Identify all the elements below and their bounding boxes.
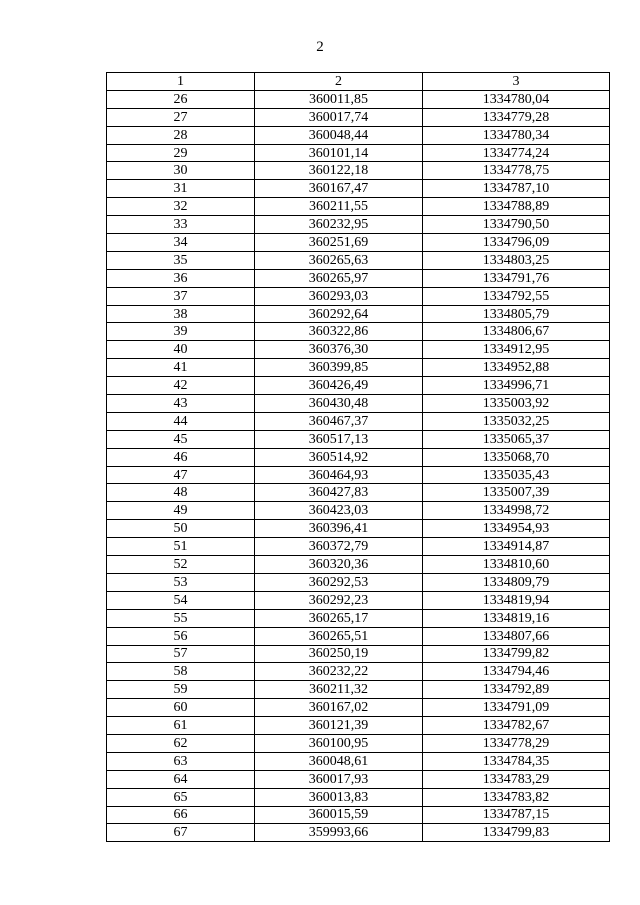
table-row: [107, 699, 610, 717]
table-header: [107, 73, 610, 91]
table-row: [107, 627, 610, 645]
x-coordinate-cell: 359993,66: [255, 824, 423, 842]
table-row: [107, 180, 610, 198]
point-number-cell: 40: [107, 341, 255, 359]
point-number-cell: 33: [107, 216, 255, 234]
x-coordinate-cell: 360320,36: [255, 556, 423, 574]
x-coordinate-cell: 360265,97: [255, 269, 423, 287]
point-number-cell: 34: [107, 234, 255, 252]
table-row: [107, 770, 610, 788]
x-coordinate-cell: 360167,47: [255, 180, 423, 198]
table-row: [107, 305, 610, 323]
point-number-cell: 55: [107, 609, 255, 627]
table-row: [107, 90, 610, 108]
x-coordinate-cell: 360211,55: [255, 198, 423, 216]
header-col-2: 2: [255, 73, 423, 91]
y-coordinate-cell: 1334819,94: [423, 591, 610, 609]
table-row: [107, 466, 610, 484]
x-coordinate-cell: 360293,03: [255, 287, 423, 305]
table-row: [107, 126, 610, 144]
x-coordinate-cell: 360015,59: [255, 806, 423, 824]
table-row: [107, 412, 610, 430]
point-number-cell: 66: [107, 806, 255, 824]
x-coordinate-cell: 360167,02: [255, 699, 423, 717]
point-number-cell: 29: [107, 144, 255, 162]
x-coordinate-cell: 360265,63: [255, 251, 423, 269]
y-coordinate-cell: 1334791,76: [423, 269, 610, 287]
table-row: [107, 234, 610, 252]
y-coordinate-cell: 1334807,66: [423, 627, 610, 645]
point-number-cell: 61: [107, 717, 255, 735]
x-coordinate-cell: 360048,44: [255, 126, 423, 144]
x-coordinate-cell: 360467,37: [255, 412, 423, 430]
table-row: [107, 484, 610, 502]
table-row: [107, 269, 610, 287]
x-coordinate-cell: 360265,51: [255, 627, 423, 645]
y-coordinate-cell: 1335068,70: [423, 448, 610, 466]
y-coordinate-cell: 1334783,29: [423, 770, 610, 788]
y-coordinate-cell: 1334791,09: [423, 699, 610, 717]
point-number-cell: 58: [107, 663, 255, 681]
y-coordinate-cell: 1334799,83: [423, 824, 610, 842]
table-row: [107, 198, 610, 216]
table-row: [107, 108, 610, 126]
point-number-cell: 39: [107, 323, 255, 341]
x-coordinate-cell: 360423,03: [255, 502, 423, 520]
point-number-cell: 50: [107, 520, 255, 538]
table-row: [107, 341, 610, 359]
point-number-cell: 26: [107, 90, 255, 108]
table-row: [107, 520, 610, 538]
table-row: [107, 591, 610, 609]
point-number-cell: 28: [107, 126, 255, 144]
x-coordinate-cell: 360017,74: [255, 108, 423, 126]
table-row: [107, 734, 610, 752]
x-coordinate-cell: 360211,32: [255, 681, 423, 699]
point-number-cell: 37: [107, 287, 255, 305]
header-row: [107, 73, 610, 91]
table-body: [107, 90, 610, 841]
point-number-cell: 46: [107, 448, 255, 466]
point-number-cell: 67: [107, 824, 255, 842]
y-coordinate-cell: 1334778,75: [423, 162, 610, 180]
table-row: [107, 806, 610, 824]
page-number: 2: [316, 39, 324, 55]
y-coordinate-cell: 1334792,55: [423, 287, 610, 305]
table-row: [107, 430, 610, 448]
table-row: [107, 717, 610, 735]
point-number-cell: 48: [107, 484, 255, 502]
table-row: [107, 144, 610, 162]
y-coordinate-cell: 1334780,34: [423, 126, 610, 144]
y-coordinate-cell: 1334803,25: [423, 251, 610, 269]
table-row: [107, 448, 610, 466]
table-row: [107, 395, 610, 413]
point-number-cell: 42: [107, 377, 255, 395]
x-coordinate-cell: 360048,61: [255, 752, 423, 770]
y-coordinate-cell: 1334796,09: [423, 234, 610, 252]
point-number-cell: 56: [107, 627, 255, 645]
x-coordinate-cell: 360399,85: [255, 359, 423, 377]
y-coordinate-cell: 1335035,43: [423, 466, 610, 484]
y-coordinate-cell: 1334784,35: [423, 752, 610, 770]
point-number-cell: 65: [107, 788, 255, 806]
point-number-cell: 44: [107, 412, 255, 430]
y-coordinate-cell: 1334914,87: [423, 538, 610, 556]
point-number-cell: 64: [107, 770, 255, 788]
table-row: [107, 609, 610, 627]
x-coordinate-cell: 360292,53: [255, 573, 423, 591]
point-number-cell: 51: [107, 538, 255, 556]
x-coordinate-cell: 360265,17: [255, 609, 423, 627]
point-number-cell: 45: [107, 430, 255, 448]
point-number-cell: 36: [107, 269, 255, 287]
y-coordinate-cell: 1334912,95: [423, 341, 610, 359]
table-row: [107, 538, 610, 556]
table-row: [107, 681, 610, 699]
x-coordinate-cell: 360251,69: [255, 234, 423, 252]
table-row: [107, 251, 610, 269]
x-coordinate-cell: 360101,14: [255, 144, 423, 162]
table-row: [107, 663, 610, 681]
y-coordinate-cell: 1334788,89: [423, 198, 610, 216]
header-col-3: 3: [423, 73, 610, 91]
x-coordinate-cell: 360250,19: [255, 645, 423, 663]
coordinates-table: [106, 72, 610, 842]
x-coordinate-cell: 360517,13: [255, 430, 423, 448]
point-number-cell: 57: [107, 645, 255, 663]
point-number-cell: 63: [107, 752, 255, 770]
point-number-cell: 43: [107, 395, 255, 413]
y-coordinate-cell: 1335032,25: [423, 412, 610, 430]
point-number-cell: 27: [107, 108, 255, 126]
x-coordinate-cell: 360430,48: [255, 395, 423, 413]
y-coordinate-cell: 1334799,82: [423, 645, 610, 663]
y-coordinate-cell: 1334779,28: [423, 108, 610, 126]
y-coordinate-cell: 1334787,15: [423, 806, 610, 824]
y-coordinate-cell: 1335007,39: [423, 484, 610, 502]
header-col-1: 1: [107, 73, 255, 91]
x-coordinate-cell: 360322,86: [255, 323, 423, 341]
table-row: [107, 377, 610, 395]
point-number-cell: 53: [107, 573, 255, 591]
y-coordinate-cell: 1334819,16: [423, 609, 610, 627]
table-row: [107, 573, 610, 591]
x-coordinate-cell: 360232,22: [255, 663, 423, 681]
x-coordinate-cell: 360464,93: [255, 466, 423, 484]
table-row: [107, 502, 610, 520]
table-row: [107, 216, 610, 234]
point-number-cell: 47: [107, 466, 255, 484]
y-coordinate-cell: 1334794,46: [423, 663, 610, 681]
x-coordinate-cell: 360292,23: [255, 591, 423, 609]
table-row: [107, 359, 610, 377]
x-coordinate-cell: 360514,92: [255, 448, 423, 466]
y-coordinate-cell: 1334780,04: [423, 90, 610, 108]
point-number-cell: 52: [107, 556, 255, 574]
x-coordinate-cell: 360232,95: [255, 216, 423, 234]
point-number-cell: 54: [107, 591, 255, 609]
point-number-cell: 49: [107, 502, 255, 520]
point-number-cell: 32: [107, 198, 255, 216]
y-coordinate-cell: 1334806,67: [423, 323, 610, 341]
point-number-cell: 38: [107, 305, 255, 323]
x-coordinate-cell: 360292,64: [255, 305, 423, 323]
point-number-cell: 59: [107, 681, 255, 699]
y-coordinate-cell: 1334954,93: [423, 520, 610, 538]
point-number-cell: 41: [107, 359, 255, 377]
table-row: [107, 556, 610, 574]
x-coordinate-cell: 360426,49: [255, 377, 423, 395]
table-row: [107, 162, 610, 180]
y-coordinate-cell: 1334952,88: [423, 359, 610, 377]
x-coordinate-cell: 360396,41: [255, 520, 423, 538]
point-number-cell: 30: [107, 162, 255, 180]
y-coordinate-cell: 1334790,50: [423, 216, 610, 234]
x-coordinate-cell: 360121,39: [255, 717, 423, 735]
x-coordinate-cell: 360017,93: [255, 770, 423, 788]
table-row: [107, 788, 610, 806]
table-row: [107, 824, 610, 842]
point-number-cell: 31: [107, 180, 255, 198]
x-coordinate-cell: 360013,83: [255, 788, 423, 806]
y-coordinate-cell: 1334787,10: [423, 180, 610, 198]
y-coordinate-cell: 1334792,89: [423, 681, 610, 699]
y-coordinate-cell: 1335065,37: [423, 430, 610, 448]
point-number-cell: 60: [107, 699, 255, 717]
x-coordinate-cell: 360122,18: [255, 162, 423, 180]
x-coordinate-cell: 360372,79: [255, 538, 423, 556]
x-coordinate-cell: 360100,95: [255, 734, 423, 752]
x-coordinate-cell: 360376,30: [255, 341, 423, 359]
y-coordinate-cell: 1334996,71: [423, 377, 610, 395]
y-coordinate-cell: 1335003,92: [423, 395, 610, 413]
x-coordinate-cell: 360427,83: [255, 484, 423, 502]
point-number-cell: 35: [107, 251, 255, 269]
y-coordinate-cell: 1334774,24: [423, 144, 610, 162]
y-coordinate-cell: 1334805,79: [423, 305, 610, 323]
y-coordinate-cell: 1334810,60: [423, 556, 610, 574]
y-coordinate-cell: 1334778,29: [423, 734, 610, 752]
table-row: [107, 752, 610, 770]
x-coordinate-cell: 360011,85: [255, 90, 423, 108]
point-number-cell: 62: [107, 734, 255, 752]
y-coordinate-cell: 1334998,72: [423, 502, 610, 520]
y-coordinate-cell: 1334783,82: [423, 788, 610, 806]
y-coordinate-cell: 1334809,79: [423, 573, 610, 591]
table-row: [107, 323, 610, 341]
table-row: [107, 645, 610, 663]
table-row: [107, 287, 610, 305]
y-coordinate-cell: 1334782,67: [423, 717, 610, 735]
